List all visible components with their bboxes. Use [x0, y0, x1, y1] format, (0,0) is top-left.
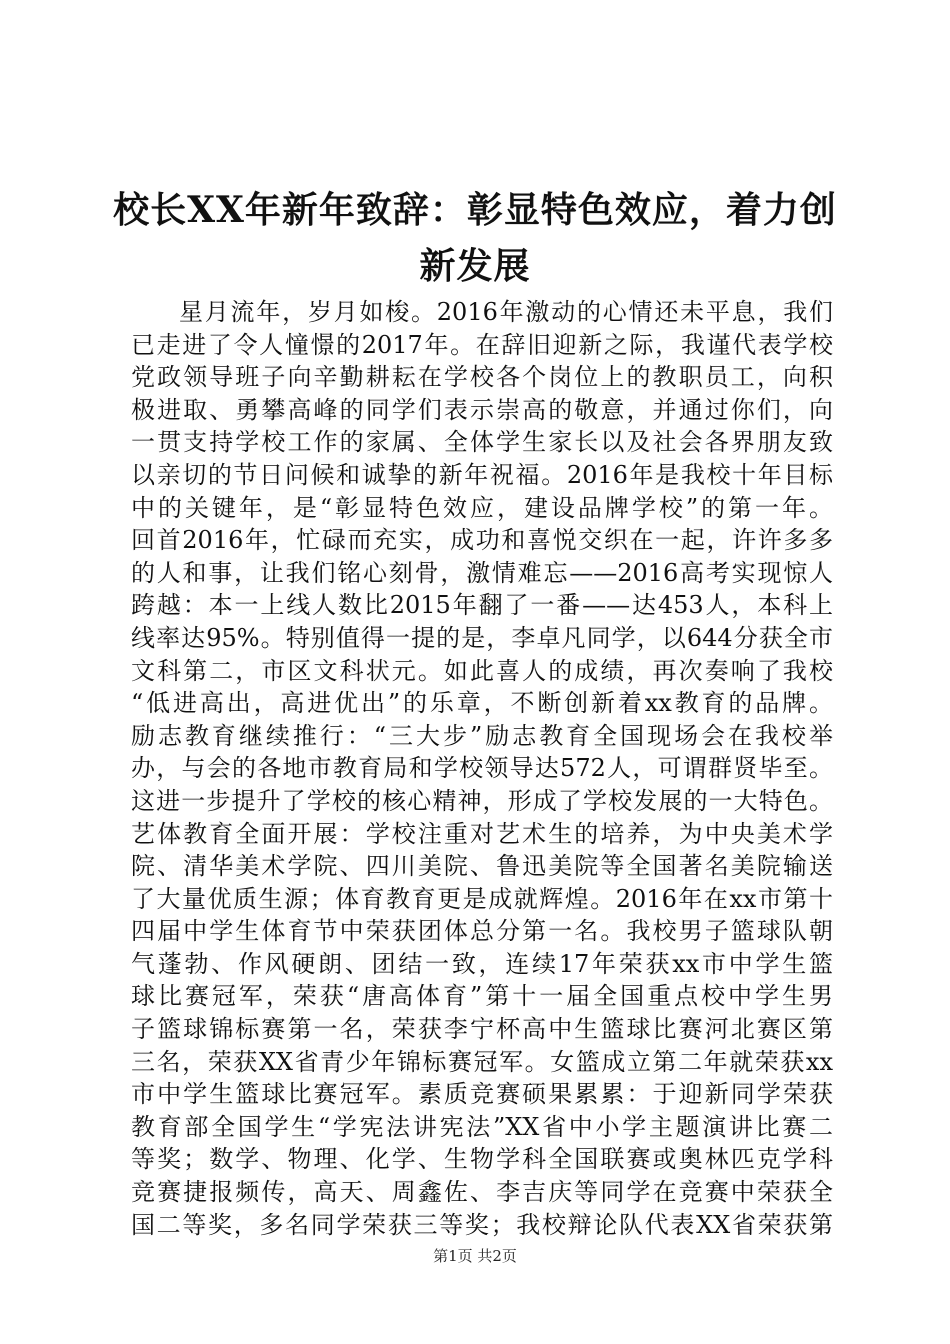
body-line: 跨越：本一上线人数比2015年翻了一番——达453人，本科上 [131, 591, 833, 620]
body-line: 办，与会的各地市教育局和学校领导达572人，可谓群贤毕至。 [131, 754, 833, 783]
body-line: 球比赛冠军，荣获“唐高体育”第十一届全国重点校中学生男 [131, 982, 833, 1011]
body-line: 竞赛捷报频传，高天、周鑫佐、李吉庆等同学在竞赛中荣获全 [131, 1178, 833, 1207]
body-line: 的人和事，让我们铭心刻骨，激情难忘——2016高考实现惊人 [131, 558, 833, 587]
document-body [131, 296, 833, 1241]
body-line: 党政领导班子向辛勤耕耘在学校各个岗位上的教职员工，向积 [131, 363, 833, 392]
body-line: 这进一步提升了学校的核心精神，形成了学校发展的一大特色。 [131, 786, 833, 815]
page-footer: 第1页 共2页 [433, 1247, 517, 1265]
body-line: 子篮球锦标赛第一名，荣获李宁杯高中生篮球比赛河北赛区第 [131, 1015, 833, 1044]
body-line: 气蓬勃、作风硬朗、团结一致，连续17年荣获xx市中学生篮 [131, 949, 833, 978]
body-line: 三名，荣获XX省青少年锦标赛冠军。女篮成立第二年就荣获xx [131, 1047, 833, 1076]
body-line: 励志教育继续推行：“三大步”励志教育全国现场会在我校举 [131, 721, 833, 750]
body-line: 教育部全国学生“学宪法讲宪法”XX省中小学主题演讲比赛二 [131, 1112, 833, 1141]
document-title [110, 182, 840, 294]
body-line: 了大量优质生源；体育教育更是成就辉煌。2016年在xx市第十 [131, 884, 833, 913]
body-line: 星月流年，岁月如梭。2016年激动的心情还未平息，我们 [179, 298, 833, 326]
body-line: 等奖；数学、物理、化学、生物学科全国联赛或奥林匹克学科 [131, 1145, 833, 1174]
title-line-2: 新发展 [419, 245, 531, 287]
body-line: 中的关键年，是“彰显特色效应，建设品牌学校”的第一年。 [131, 493, 833, 522]
body-line: 一贯支持学校工作的家属、全体学生家长以及社会各界朋友致 [131, 428, 833, 457]
title-line-1: 校长XX年新年致辞：彰显特色效应，着力创 [113, 189, 837, 231]
body-line: 四届中学生体育节中荣获团体总分第一名。我校男子篮球队朝 [131, 917, 833, 946]
body-line: 回首2016年，忙碌而充实，成功和喜悦交织在一起，许许多多 [131, 526, 833, 555]
body-line: 艺体教育全面开展：学校注重对艺术生的培养，为中央美术学 [131, 819, 833, 848]
body-line: 以亲切的节日问候和诚挚的新年祝福。2016年是我校十年目标 [131, 460, 833, 489]
body-line: 文科第二，市区文科状元。如此喜人的成绩，再次奏响了我校 [131, 656, 833, 685]
body-line: 国二等奖，多名同学荣获三等奖；我校辩论队代表XX省荣获第 [131, 1210, 833, 1239]
body-line: 线率达95%。特别值得一提的是，李卓凡同学，以644分获全市 [131, 623, 833, 652]
body-line: “低进高出，高进优出”的乐章，不断创新着xx教育的品牌。 [131, 689, 833, 718]
body-line: 已走进了令人憧憬的2017年。在辞旧迎新之际，我谨代表学校 [131, 330, 833, 359]
body-line: 极进取、勇攀高峰的同学们表示崇高的敬意，并通过你们，向 [131, 395, 833, 424]
body-line: 市中学生篮球比赛冠军。素质竞赛硕果累累：于迎新同学荣获 [131, 1080, 833, 1109]
body-line: 院、清华美术学院、四川美院、鲁迅美院等全国著名美院输送 [131, 852, 833, 881]
